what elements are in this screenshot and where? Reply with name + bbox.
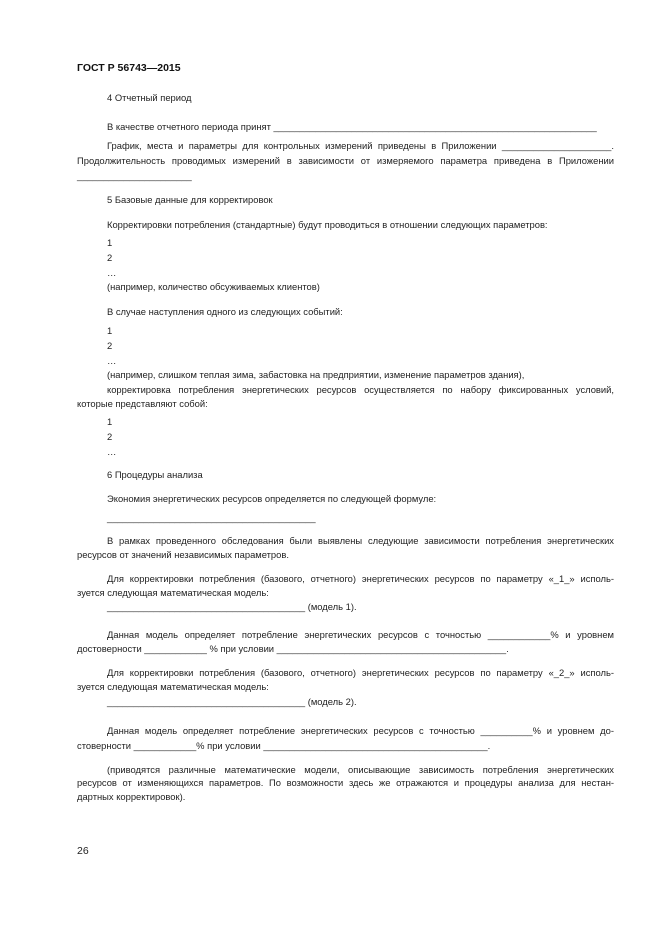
list-item: 1 bbox=[107, 237, 113, 248]
example-note: (например, количество обсуживаемых клиентов) bbox=[107, 281, 320, 292]
savings-formula-intro: Экономия энергетических ресурсов определяется по следующей формуле: bbox=[107, 493, 437, 504]
list-item: 1 bbox=[107, 416, 113, 427]
list-item: … bbox=[107, 446, 117, 457]
dependencies-line: ресурсов от значений независимых параметров. bbox=[77, 549, 289, 560]
model-1-intro: зуется следующая математическая модель: bbox=[77, 587, 269, 598]
reporting-period-line: В качестве отчетного периода принят ______________________________________________________________ bbox=[107, 121, 597, 132]
formula-blank: ________________________________________ bbox=[107, 512, 316, 523]
fixed-conditions-line: корректировка потребления энергетических ресурсов осуществляется по набору фиксированных условий, bbox=[107, 384, 614, 395]
page-number: 26 bbox=[77, 845, 89, 857]
measurement-duration-line: Продолжительность проводимых измерений в зависимости от измеряемого параметра приведена в Приложении bbox=[77, 155, 614, 166]
section-6-heading: 6 Процедуры анализа bbox=[107, 469, 203, 480]
list-item: 2 bbox=[107, 340, 113, 351]
appendix-blank: ______________________ bbox=[77, 170, 192, 181]
example-note: (например, слишком теплая зима, забастовка на предприятии, изменение параметров здания), bbox=[107, 369, 525, 380]
section-5-heading: 5 Базовые данные для корректировок bbox=[107, 194, 273, 205]
model-1-blank: ______________________________________ (модель 1). bbox=[107, 601, 357, 612]
adjustments-intro: Корректировки потребления (стандартные) будут проводиться в отношении следующих параметров: bbox=[107, 219, 548, 230]
model-2-intro: зуется следующая математическая модель: bbox=[77, 681, 269, 692]
model-1-confidence: достоверности ____________ % при условии ____________________________________________. bbox=[77, 643, 509, 654]
fixed-conditions-line: которые представляют собой: bbox=[77, 398, 208, 409]
list-item: 2 bbox=[107, 431, 113, 442]
models-note: ресурсов от изменяющихся параметров. По возможности здесь же отражаются и процедуры анализа для нестан- bbox=[77, 777, 614, 788]
model-1-accuracy: Данная модель определяет потребление энергетических ресурсов с точностью ____________% и уровнем bbox=[107, 629, 614, 640]
events-intro: В случае наступления одного из следующих событий: bbox=[107, 306, 343, 317]
models-note: (приводятся различные математические модели, описывающие зависимость потребления энергетических bbox=[107, 764, 614, 775]
list-item: 1 bbox=[107, 325, 113, 336]
list-item: … bbox=[107, 267, 117, 278]
section-4-heading: 4 Отчетный период bbox=[107, 92, 192, 103]
models-note: дартных корректировок). bbox=[77, 791, 186, 802]
model-1-intro: Для корректировки потребления (базового, отчетного) энергетических ресурсов по параметру «_1_» исполь- bbox=[107, 573, 614, 584]
model-2-intro: Для корректировки потребления (базового, отчетного) энергетических ресурсов по параметру «_2_» исполь- bbox=[107, 667, 614, 678]
model-2-confidence: стоверности ____________% при условии ___________________________________________. bbox=[77, 740, 491, 751]
standard-header: ГОСТ Р 56743—2015 bbox=[77, 62, 181, 74]
dependencies-line: В рамках проведенного обследования были выявлены следующие зависимости потребления энергетических bbox=[107, 535, 614, 546]
model-2-accuracy: Данная модель определяет потребление энергетических ресурсов с точностью __________% и уровнем до- bbox=[107, 725, 614, 736]
list-item: … bbox=[107, 355, 117, 366]
list-item: 2 bbox=[107, 252, 113, 263]
measurement-schedule-line: График, места и параметры для контрольных измерений приведены в Приложении _____________________. bbox=[107, 140, 614, 151]
model-2-blank: ______________________________________ (модель 2). bbox=[107, 696, 357, 707]
